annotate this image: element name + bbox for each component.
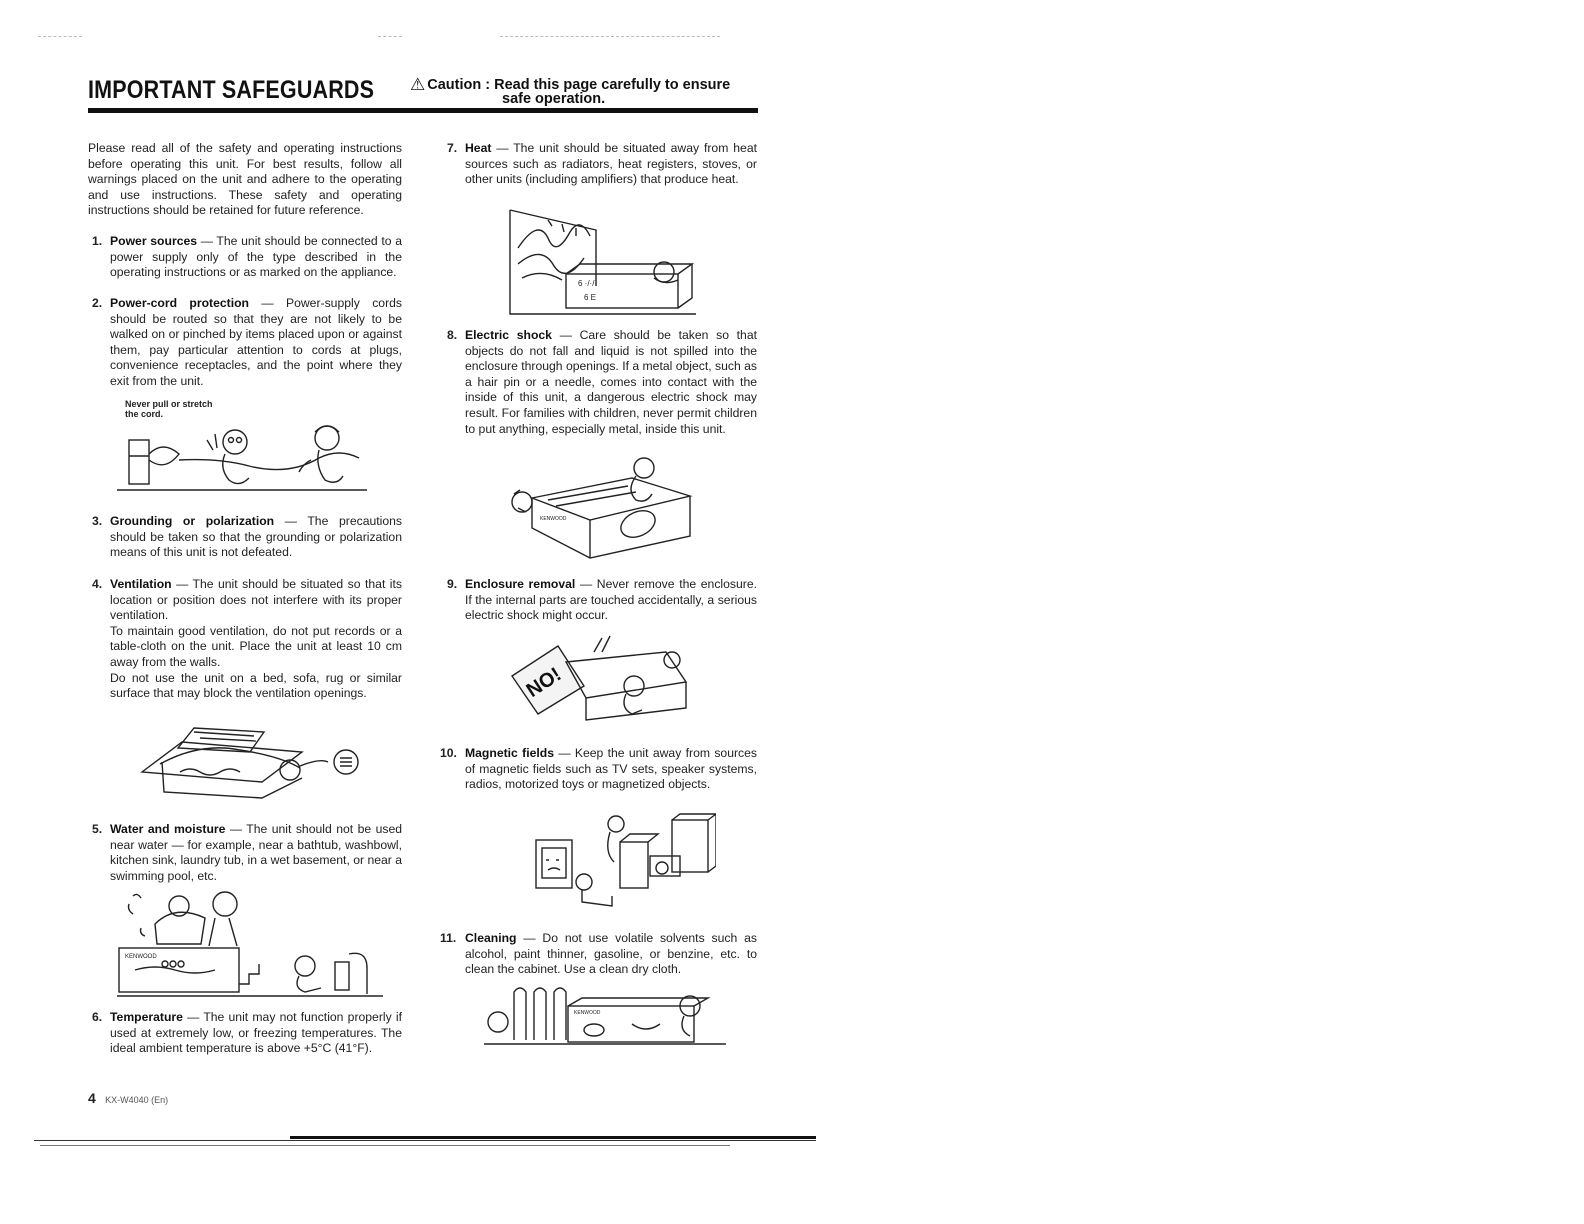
scan-mark — [378, 36, 402, 37]
page-title: IMPORTANT SAFEGUARDS — [88, 76, 375, 104]
svg-text:6 E: 6 E — [584, 293, 597, 302]
item-power-cord-protection — [92, 296, 402, 390]
item-ventilation — [92, 577, 402, 702]
item-grounding-or-polarization — [92, 514, 403, 561]
figure-cord — [115, 420, 385, 496]
item-title: Heat — [465, 141, 492, 155]
cord-caption-line-1: Never pull or stretch — [125, 399, 213, 409]
item-text: — The precautions should be taken so that the grounding or polarization means of this unit is not defeated. — [110, 514, 403, 560]
item-title: Temperature — [110, 1010, 183, 1024]
item-text-3: Do not use the unit on a bed, sofa, rug or similar surface that may block the ventilation openings. — [110, 670, 402, 701]
item-text: — The unit may not function properly if used at extremely low, or freezing temperatures. The ideal ambient temperature is above +5°C (41°F). — [110, 1010, 402, 1056]
item-title: Magnetic fields — [465, 746, 554, 760]
ventilation-illustration-icon — [140, 722, 370, 800]
item-number: 8. — [447, 328, 458, 342]
item-water-and-moisture — [92, 822, 402, 884]
item-number: 11. — [440, 931, 457, 945]
cord-caption — [125, 399, 213, 419]
item-title: Water and moisture — [110, 822, 226, 836]
svg-text:6 ·/·/·: 6 ·/·/· — [578, 279, 598, 288]
enclosure-removal-illustration-icon — [506, 632, 694, 724]
scan-mark — [38, 36, 82, 37]
brand-label: KENWOOD — [125, 954, 157, 960]
item-title: Cleaning — [465, 931, 517, 945]
caution-line-2: safe operation. — [502, 91, 606, 107]
model-code: KX-W4040 (En) — [105, 1095, 169, 1105]
left-column — [88, 141, 402, 219]
item-text: — Power-supply cords should be routed so that they are not likely to be walked on or pinched by items placed upon or against them, pay particular attention to cords at plugs, convenience receptacles, and the point where they exit from the unit. — [110, 296, 402, 388]
item-number: 9. — [447, 577, 458, 591]
figure-electric-shock — [508, 454, 698, 562]
item-title: Grounding or polarization — [110, 514, 275, 528]
item-temperature — [92, 1010, 402, 1057]
caution-note — [410, 75, 760, 107]
figure-ventilation — [140, 722, 370, 800]
figure-water — [115, 884, 387, 1000]
item-text: — The unit should not be used near water — for example, near a bathtub, washbowl, kitchen sink, laundry tub, in a wet basement, or near a swimming pool, etc. — [110, 822, 402, 883]
item-title: Electric shock — [465, 328, 552, 342]
item-number: 2. — [92, 296, 103, 310]
item-text: — Keep the unit away from sources of magnetic fields such as TV sets, speaker systems, radios, motorized toys or magnetized objects. — [465, 746, 757, 792]
bottom-rule — [34, 1140, 816, 1141]
item-text: — The unit should be situated away from heat sources such as radiators, heat registers, stoves, or other units (including amplifiers) that produce heat. — [465, 141, 757, 187]
item-number: 10. — [440, 746, 457, 760]
item-text: — The unit should be situated so that its location or position does not interfere with its proper ventilation. — [110, 577, 402, 623]
item-number: 5. — [92, 822, 103, 836]
figure-heat — [508, 208, 704, 316]
item-number: 1. — [92, 234, 103, 248]
item-electric-shock — [447, 328, 758, 437]
cleaning-illustration-icon — [484, 984, 730, 1056]
item-text: — Care should be taken so that objects do not fall and liquid is not spilled into the enclosure through openings. If a metal object, such as a hair pin or a needle, comes into contact with the inside of this unit, a dangerous electric shock may result. For families with children, never permit children to put anything, especially metal, inside this unit. — [465, 328, 758, 436]
warning-triangle-icon: ⚠ — [410, 75, 426, 94]
item-heat — [447, 141, 757, 188]
item-text: — The unit should be connected to a power supply only of the type described in the operating instructions or as marked on the appliance. — [110, 234, 402, 280]
item-title: Power sources — [110, 234, 198, 248]
page-number: 4 — [88, 1090, 96, 1106]
item-magnetic-fields — [440, 746, 757, 793]
svg-text:KENWOOD: KENWOOD — [574, 1010, 601, 1016]
scan-mark — [500, 36, 720, 37]
bottom-rule — [290, 1136, 816, 1139]
figure-cleaning — [484, 984, 730, 1056]
cord-illustration-icon — [115, 420, 385, 496]
bottom-rule — [40, 1145, 730, 1146]
figure-enclosure-removal — [506, 632, 694, 724]
item-text: — Do not use volatile solvents such as alcohol, paint thinner, gasoline, or benzine, etc. to clean the cabinet. Use a clean dry cloth. — [465, 931, 758, 977]
item-power-sources — [92, 234, 402, 281]
item-cleaning — [440, 931, 758, 978]
electric-shock-illustration-icon — [508, 454, 698, 562]
caution-line-1: Caution : Read this page carefully to ensure — [427, 77, 731, 93]
cord-caption-line-2: the cord. — [125, 409, 164, 419]
header-rule — [88, 108, 758, 113]
no-sign-text: NO! — [522, 663, 566, 702]
item-number: 4. — [92, 577, 103, 591]
item-text-2: To maintain good ventilation, do not put records or a table-cloth on the unit. Place the unit at least 10 cm away from the walls. — [110, 623, 402, 669]
item-title: Power-cord protection — [110, 296, 250, 310]
page-footer — [88, 1090, 168, 1106]
water-illustration-icon — [115, 884, 387, 1000]
item-enclosure-removal — [447, 577, 757, 624]
item-number: 6. — [92, 1010, 103, 1024]
heat-illustration-icon — [508, 208, 704, 316]
item-number: 7. — [447, 141, 458, 155]
figure-magnetic-fields — [532, 812, 716, 908]
item-title: Ventilation — [110, 577, 172, 591]
svg-text:KENWOOD: KENWOOD — [540, 516, 567, 522]
item-text: — Never remove the enclosure. If the internal parts are touched accidentally, a serious electric shock might occur. — [465, 577, 757, 623]
intro-paragraph: Please read all of the safety and operating instructions before operating this unit. For best results, follow all warnings placed on the unit and adhere to the operating and use instructions. These safety and operating instructions should be retained for future reference. — [88, 141, 402, 218]
item-number: 3. — [92, 514, 103, 528]
magnetic-fields-illustration-icon — [532, 812, 716, 908]
item-title: Enclosure removal — [465, 577, 576, 591]
